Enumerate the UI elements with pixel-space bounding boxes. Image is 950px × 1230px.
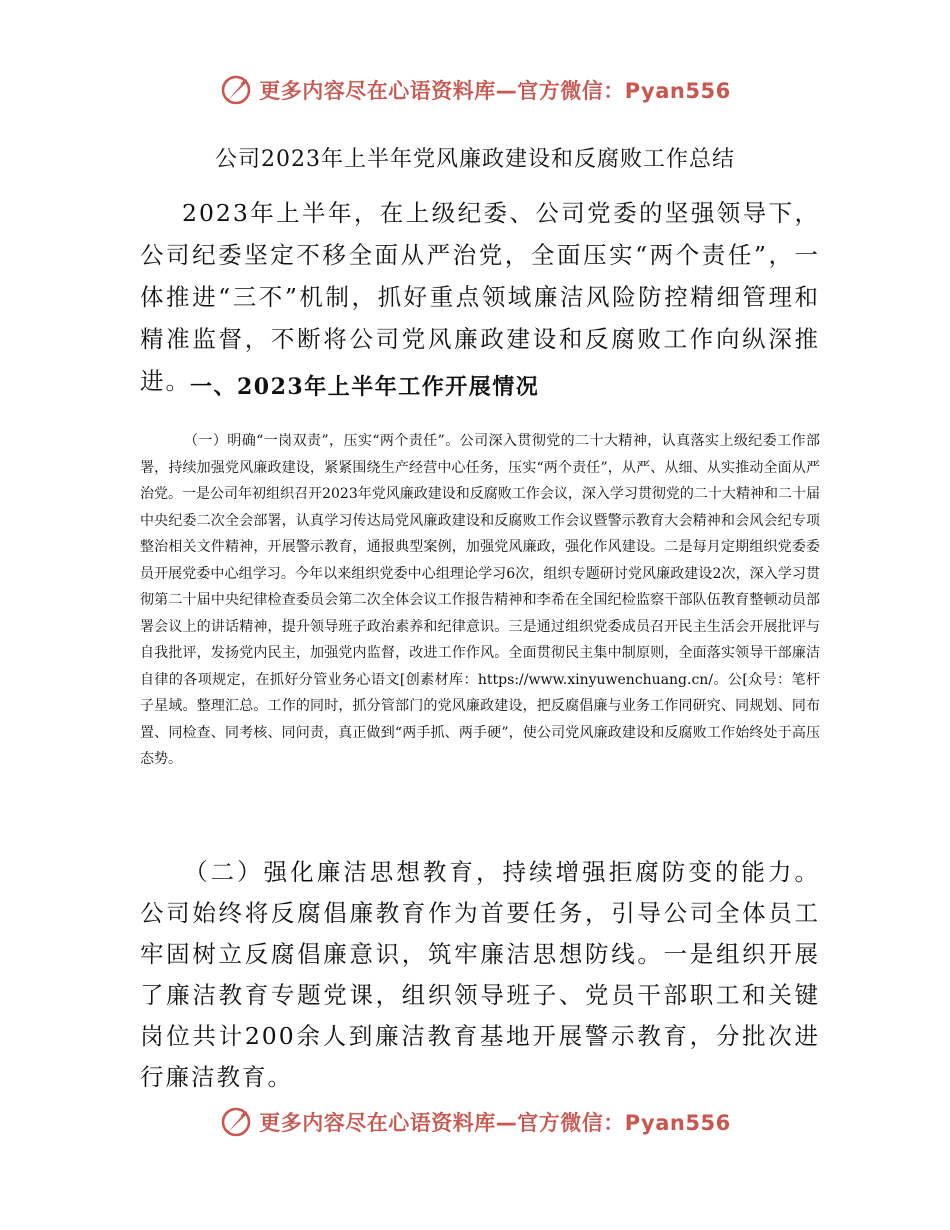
header-banner-content [219, 73, 730, 107]
quill-pen-logo-icon [219, 1105, 253, 1139]
section2-paragraph: （二）强化廉洁思想教育，持续增强拒腐防变的能力。公司始终将反腐倡廉教育作为首要任务，引导公司全体员工牢固树立反腐倡廉意识，筑牢廉洁思想防线。一是组织开展了廉洁教育专题党课，组织领导班子、党员干部职工和关键岗位共计200余人到廉洁教育基地开展警示教育，分批次进行廉洁教育。 [140, 858, 820, 1091]
footer-banner-content [219, 1105, 730, 1139]
footer-banner [0, 1102, 950, 1142]
section1-heading: 一、2023年上半年工作开展情况 [190, 374, 540, 400]
header-banner [0, 70, 950, 110]
header-banner-text: 更多内容尽在心语资料库—官方微信：Pyan556 [259, 79, 731, 103]
document-title: 公司2023年上半年党风廉政建设和反腐败工作总结 [215, 147, 735, 172]
section1-paragraph: （一）明确“一岗双责”，压实“两个责任”。公司深入贯彻党的二十大精神，认真落实上级纪委工作部署，持续加强党风廉政建设，紧紧围绕生产经营中心任务，压实“两个责任”，从严、从细、从实推动全面从严治党。一是公司年初组织召开2023年党风廉政建设和反腐败工作会议，深入学习贯彻党的二十大精神和二十届中央纪委二次全会部署，认真学习传达局党风廉政建设和反腐败工作会议暨警示教育大会精神和会风会纪专项整治相关文件精神，开展警示教育，通报典型案例，加强党风廉政，强化作风建设。二是每月定期组织党委委员开展党委中心组学习。今年以来组织党委中心组理论学习6次，组织专题研讨党风廉政建设2次，深入学习贯彻第二十届中央纪律检查委员会第二次全体会议工作报告精神和李希在全国纪检监察干部队伍教育整顿动员部署会议上的讲话精神，提升领导班子政治素养和纪律意识。三是通过组织党委成员召开民主生活会开展批评与自我批评，发扬党内民主，加强党内监督，改进工作作风。全面贯彻民主集中制原则，全面落实领导干部廉洁自律的各项规定，在抓好分管业务心语文[创素材库：https://www.xinyuwenchuang.cn/。公[众号：笔杆子星域。整理汇总。工作的同时，抓分管部门的党风廉政建设，把反腐倡廉与业务工作同研究、同规划、同布置、同检查、同考核、同问责，真正做到“两手抓、两手硬”，使公司党风廉政建设和反腐败工作始终处于高压态势。 [140, 433, 820, 767]
quill-pen-logo-icon [219, 73, 253, 107]
footer-banner-text: 更多内容尽在心语资料库—官方微信：Pyan556 [259, 1111, 731, 1135]
intro-paragraph: 2023年上半年，在上级纪委、公司党委的坚强领导下，公司纪委坚定不移全面从严治党，全面压实“两个责任”，一体推进“三不”机制，抓好重点领域廉洁风险防控精细管理和精准监督，不断将公司党风廉政建设和反腐败工作向纵深推进。 [140, 199, 820, 395]
